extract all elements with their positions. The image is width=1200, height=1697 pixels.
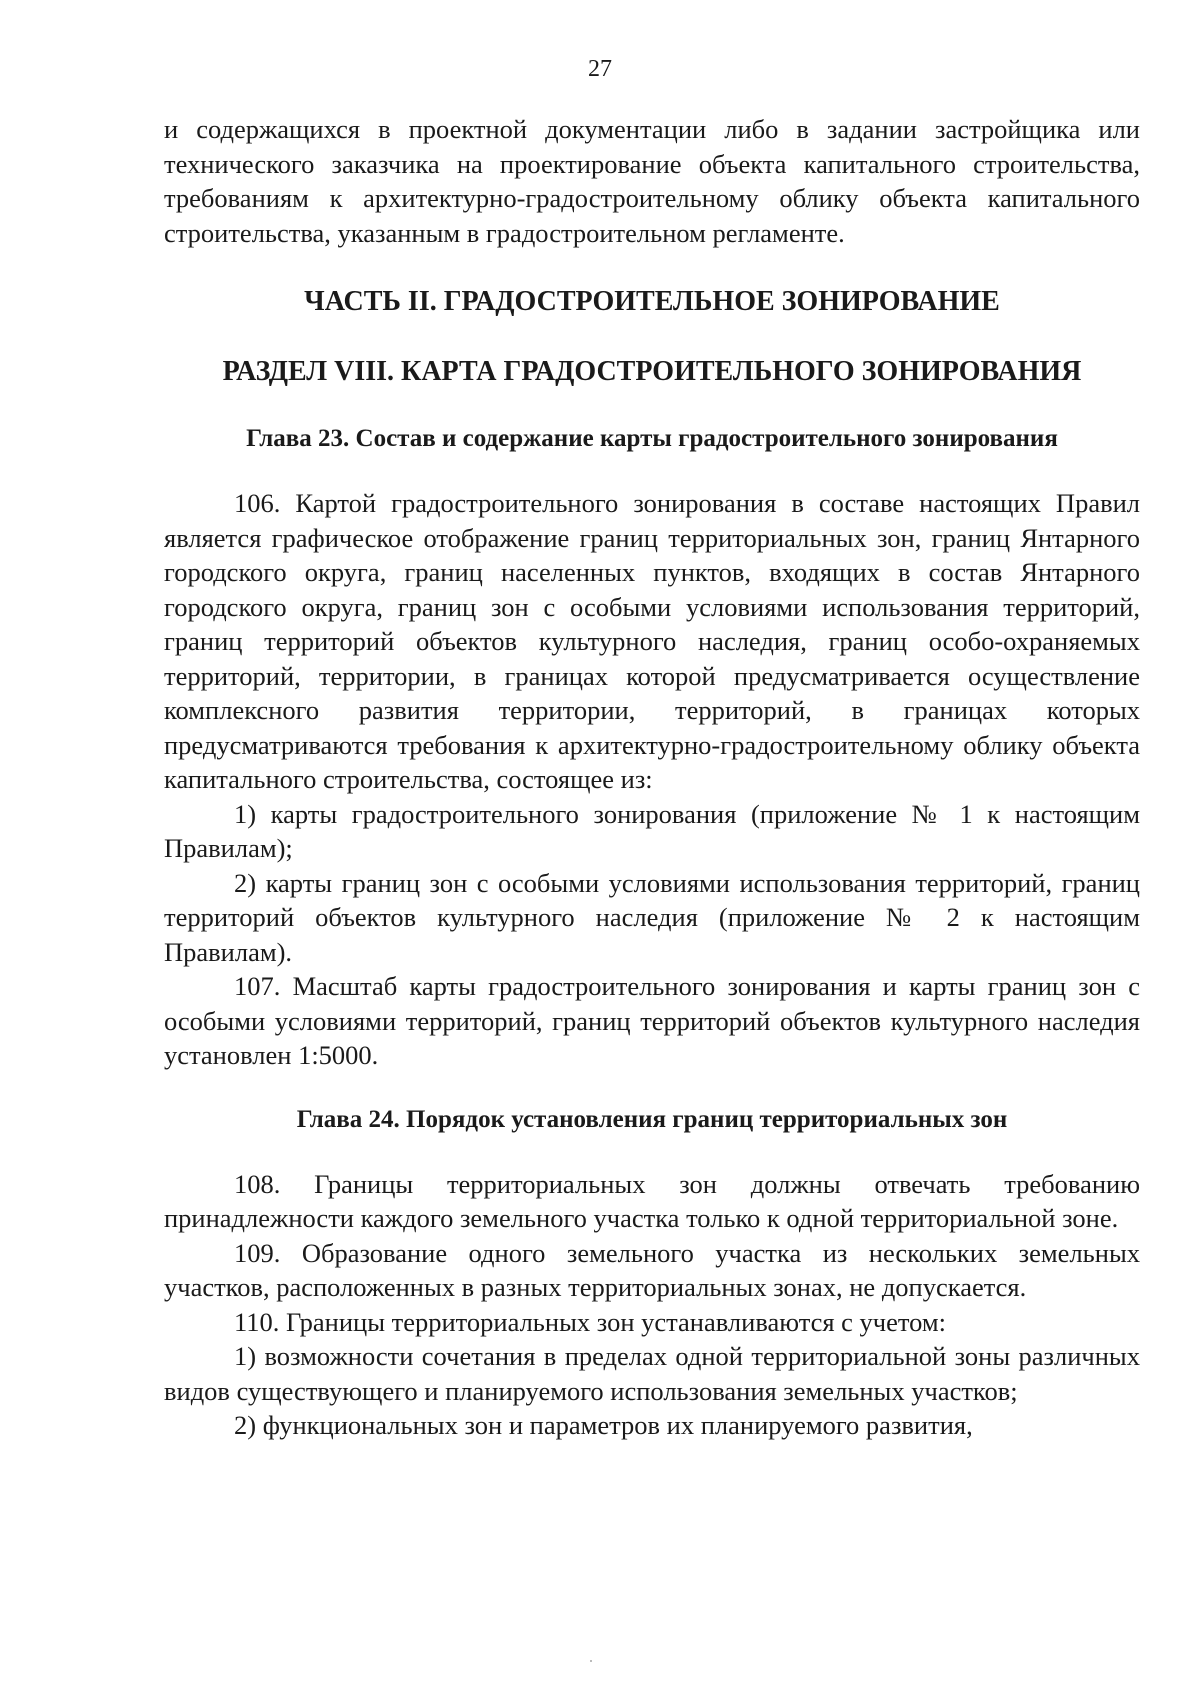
list-item-2: 2) карты границ зон с особыми условиями использования территорий, границ территорий объектов культурного наследия (приложение № 2 к настоящим Правилам).: [164, 867, 1140, 967]
paragraph-109: 109. Образование одного земельного участка из нескольких земельных участков, расположенных в разных территориальных зонах, не допускается.: [164, 1237, 1140, 1302]
document-body: [164, 112, 1140, 1443]
scan-speck: [590, 1660, 592, 1662]
paragraph-107: 107. Масштаб карты градостроительного зонирования и карты границ зон с особыми условиями территорий, границ территорий объектов культурного наследия установлен 1:5000.: [164, 971, 1140, 1070]
section-heading: РАЗДЕЛ VIII. КАРТА ГРАДОСТРОИТЕЛЬНОГО ЗОНИРОВАНИЯ: [222, 356, 1082, 387]
intro-paragraph: и содержащихся в проектной документации либо в задании застройщика или технического заказчика на проектирование объекта капитального строительства, требованиям к архитектурно-градостроительному облику объекта капитального строительства, указанным в градостроительном регламенте.: [164, 114, 1140, 248]
list-item-2: 2) функциональных зон и параметров их планируемого развития,: [234, 1410, 973, 1440]
chapter-24-title: Глава 24. Порядок установления границ территориальных зон: [296, 1105, 1008, 1133]
part-heading: ЧАСТЬ II. ГРАДОСТРОИТЕЛЬНОЕ ЗОНИРОВАНИЕ: [304, 286, 1000, 317]
chapter-23-title: Глава 23. Состав и содержание карты градостроительного зонирования: [246, 425, 1058, 452]
paragraph-110: 110. Границы территориальных зон устанавливаются с учетом:: [234, 1306, 947, 1337]
page-number: 27: [588, 56, 612, 82]
paragraph-108: 108. Границы территориальных зон должны отвечать требованию принадлежности каждого земельного участка только к одной территориальной зоне.: [164, 1168, 1140, 1233]
list-item-1: 1) возможности сочетания в пределах одной территориальной зоны различных видов существующего и планируемого использования земельных участков;: [164, 1341, 1140, 1406]
list-item-1: 1) карты градостроительного зонирования (приложение № 1 к настоящим Правилам);: [164, 798, 1140, 863]
paragraph-106: 106. Картой градостроительного зонирования в составе настоящих Правил является графическое отображение границ территориальных зон, границ Янтарного городского округа, границ населенных пунктов, входящих в состав Янтарного городского округа, границ зон с особыми условиями использования территорий, границ территорий объектов культурного наследия, границ особо-охраняемых территорий, территории, в границах которой предусматривается осуществление комплексного развития территории, территорий, в границах которых предусматриваются требования к архитектурно-градостроительному облику объекта капитального строительства, состоящее из:: [164, 488, 1140, 794]
